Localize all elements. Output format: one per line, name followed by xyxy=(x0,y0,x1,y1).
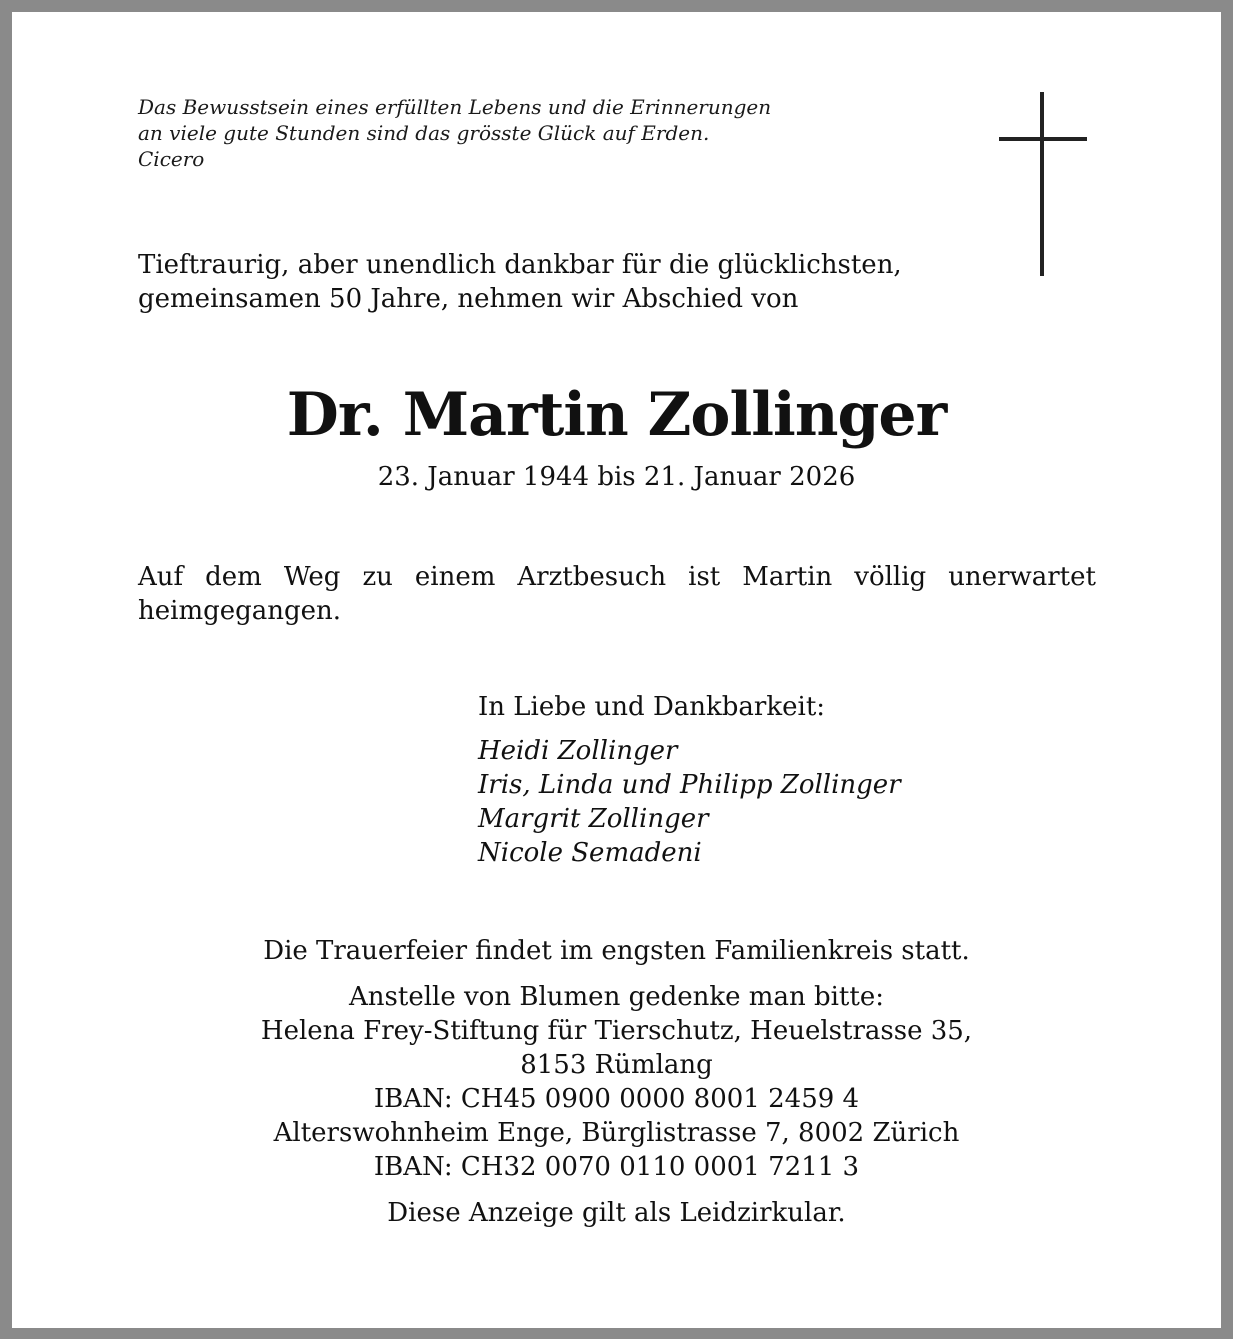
footer-info xyxy=(12,934,1221,1230)
spacer xyxy=(12,1184,1221,1196)
obituary-notice xyxy=(12,12,1221,1328)
donation-recipient-1: Helena Frey-Stiftung für Tierschutz, Heuelstrasse 35, xyxy=(260,1016,973,1046)
mourners-heading: In Liebe und Dankbarkeit: xyxy=(478,692,826,722)
mourner-name: Iris, Linda und Philipp Zollinger xyxy=(478,770,901,800)
message-word: zu xyxy=(362,562,393,592)
cross-icon xyxy=(999,92,1087,276)
message-word: Martin xyxy=(742,562,833,592)
ceremony-note: Die Trauerfeier findet im engsten Familienkreis statt. xyxy=(263,936,970,966)
cross-horizontal-bar xyxy=(999,137,1087,141)
message-word: einem xyxy=(414,562,496,592)
message-line: heimgegangen. xyxy=(138,596,342,626)
passing-message xyxy=(138,560,1096,628)
deceased-name: Dr. Martin Zollinger xyxy=(286,380,947,450)
life-dates: 23. Januar 1944 bis 21. Januar 2026 xyxy=(377,462,856,492)
intro-line: Tieftraurig, aber unendlich dankbar für die glücklichsten, xyxy=(138,250,902,280)
quote-author: Cicero xyxy=(138,147,205,171)
intro-line: gemeinsamen 50 Jahre, nehmen wir Abschied von xyxy=(138,284,799,314)
quote-line: Das Bewusstsein eines erfüllten Lebens und die Erinnerungen xyxy=(138,95,772,119)
message-word: dem xyxy=(205,562,262,592)
mourner-name: Margrit Zollinger xyxy=(478,804,709,834)
message-word: ist xyxy=(688,562,721,592)
donation-recipient-1-city: 8153 Rümlang xyxy=(520,1050,713,1080)
message-word: unerwartet xyxy=(948,562,1096,592)
spacer xyxy=(12,968,1221,980)
message-word: völlig xyxy=(854,562,927,592)
mourner-name: Heidi Zollinger xyxy=(478,736,678,766)
message-line-justified xyxy=(138,560,1096,594)
donation-iban-2: IBAN: CH32 0070 0110 0001 7211 3 xyxy=(373,1152,860,1182)
mourners-block xyxy=(478,690,901,870)
donation-iban-1: IBAN: CH45 0900 0000 8001 2459 4 xyxy=(373,1084,860,1114)
intro-text xyxy=(138,248,902,316)
quote-line: an viele gute Stunden sind das grösste Glück auf Erden. xyxy=(138,121,710,145)
message-word: Arztbesuch xyxy=(517,562,667,592)
cross-vertical-bar xyxy=(1040,92,1044,276)
donation-intro: Anstelle von Blumen gedenke man bitte: xyxy=(349,982,884,1012)
mourner-name: Nicole Semadeni xyxy=(478,838,702,868)
message-word: Auf xyxy=(138,562,184,592)
closing-note: Diese Anzeige gilt als Leidzirkular. xyxy=(387,1198,846,1228)
donation-recipient-2: Alterswohnheim Enge, Bürglistrasse 7, 8002 Zürich xyxy=(273,1118,960,1148)
epigraph-quote xyxy=(138,94,771,172)
message-word: Weg xyxy=(283,562,341,592)
